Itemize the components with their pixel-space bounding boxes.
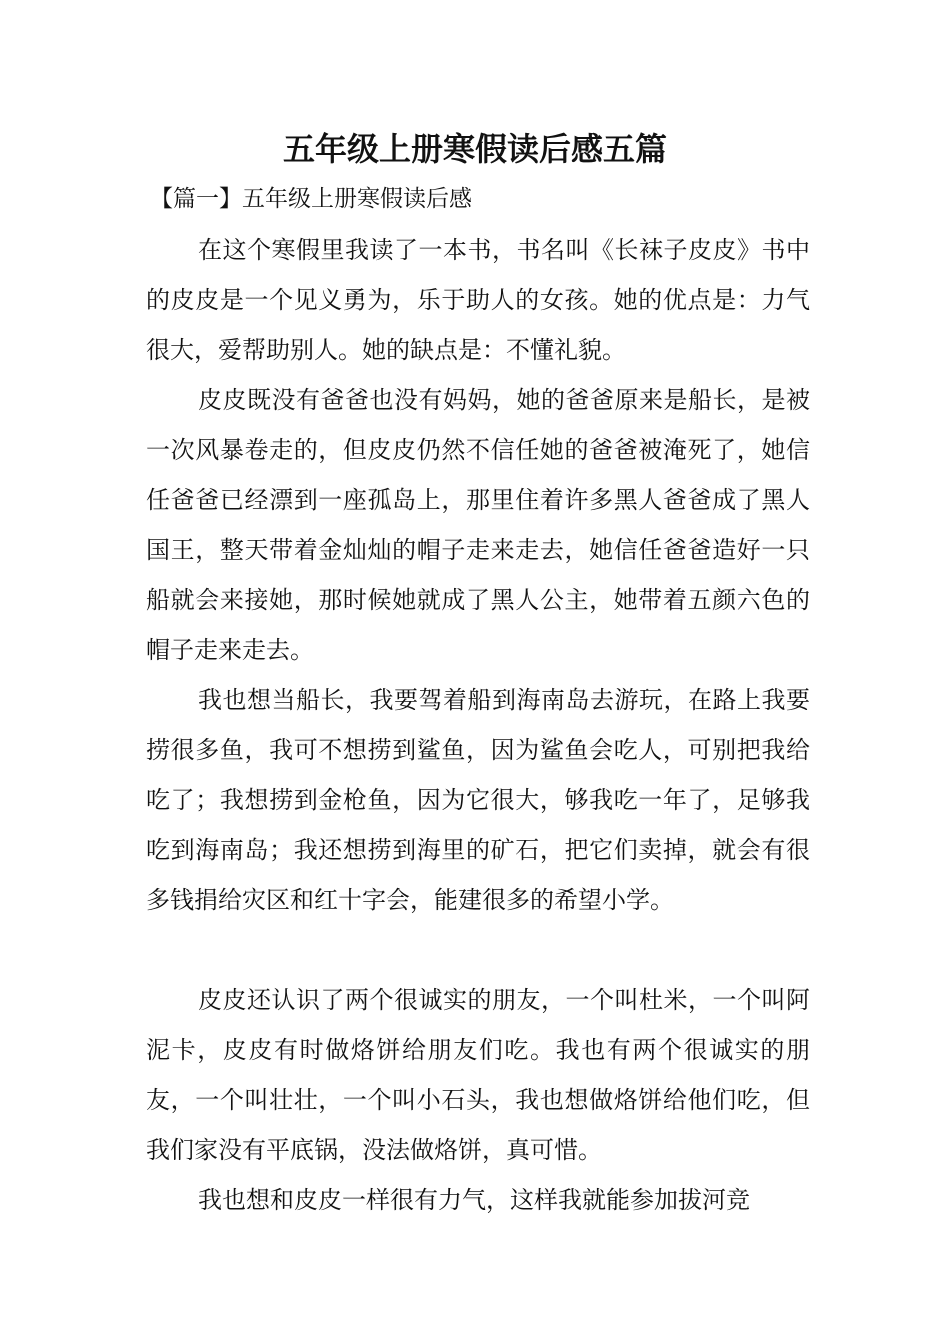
- paragraph-2: 皮皮既没有爸爸也没有妈妈，她的爸爸原来是船长，是被一次风暴卷走的，但皮皮仍然不信任她的爸爸被淹死了，她信任爸爸已经漂到一座孤岛上，那里住着许多黑人爸爸成了黑人国王，整天带着金灿灿的帽子走来走去，她信任爸爸造好一只船就会来接她，那时候她就成了黑人公主，她带着五颜六色的帽子走来走去。: [146, 386, 810, 664]
- paragraph-3: 我也想当船长，我要驾着船到海南岛去游玩，在路上我要捞很多鱼，我可不想捞到鲨鱼，因为鲨鱼会吃人，可别把我给吃了；我想捞到金枪鱼，因为它很大，够我吃一年了，足够我吃到海南岛；我还想捞到海里的矿石，把它们卖掉，就会有很多钱捐给灾区和红十字会，能建很多的希望小学。: [146, 686, 810, 914]
- paragraph-5: 我也想和皮皮一样很有力气，这样我就能参加拔河竞: [198, 1186, 750, 1214]
- section-heading: 【篇一】五年级上册寒假读后感: [150, 186, 472, 212]
- document-title: 五年级上册寒假读后感五篇: [282, 130, 667, 168]
- paragraph-1: 在这个寒假里我读了一本书，书名叫《长袜子皮皮》书中的皮皮是一个见义勇为，乐于助人的女孩。她的优点是：力气很大，爱帮助别人。她的缺点是：不懂礼貌。: [146, 236, 810, 364]
- paragraph-4: 皮皮还认识了两个很诚实的朋友，一个叫杜米，一个叫阿泥卡，皮皮有时做烙饼给朋友们吃。我也有两个很诚实的朋友，一个叫壮壮，一个叫小石头，我也想做烙饼给他们吃，但我们家没有平底锅，没法做烙饼，真可惜。: [146, 986, 810, 1164]
